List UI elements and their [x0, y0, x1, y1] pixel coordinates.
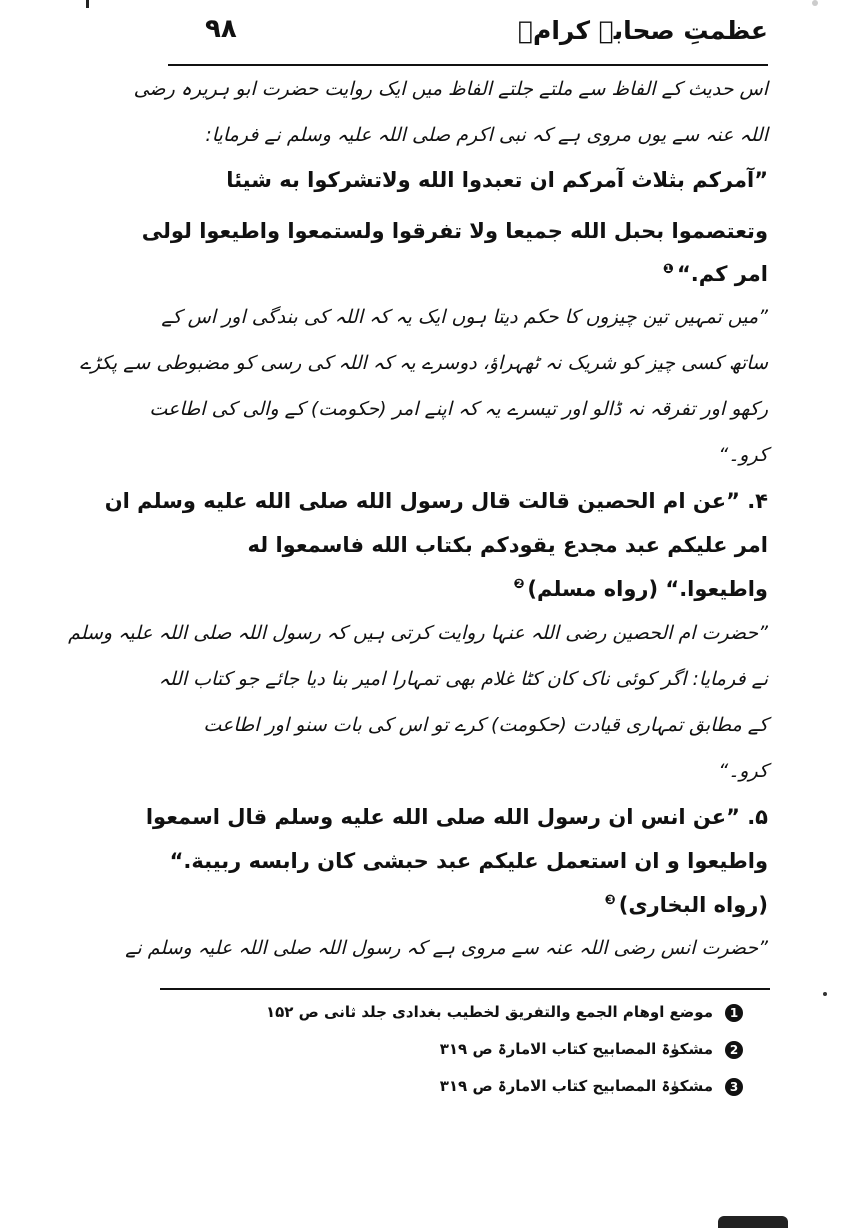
arabic-hadith-line: وتعتصموا بحبل الله جمیعا ولا تفرقوا ولستمعوا واطیعوا لولی: [141, 219, 768, 243]
translation-line: ”حضرت انس رضی اللہ عنہ سے مروی ہے کہ رسول اللہ صلی اللہ علیہ وسلم نے: [125, 937, 768, 959]
arabic-hadith-line: واطیعوا.“ (رواه مسلم)$^❷$: [513, 577, 768, 601]
arabic-hadith-line: ۵. ”عن انس ان رسول الله صلی الله علیه وسلم قال اسمعوا: [145, 805, 768, 829]
scan-mark: [86, 0, 89, 8]
translation-line: ساتھ کسی چیز کو شریک نہ ٹھہراؤ، دوسرے یہ کہ اللہ کی رسی کو مضبوطی سے پکڑے: [79, 352, 768, 374]
footnote: 1موضع اوهام الجمع والتفریق لخطیب بغدادی جلد ثانی ص ۱۵۲: [266, 1003, 743, 1022]
text-line: اس حدیث کے الفاظ سے ملتے جلتے الفاظ میں ایک روایت حضرت ابو ہریرہ رضی: [133, 78, 768, 100]
arabic-hadith-line: ۴. ”عن ام الحصین قالت قال رسول الله صلی الله علیه وسلم ان: [104, 489, 768, 513]
footnote-rule: [160, 988, 770, 990]
translation-line: کرو۔“: [718, 760, 768, 782]
footnote-number: 2: [725, 1041, 743, 1059]
header-rule: [168, 64, 768, 66]
footnote-number: 3: [725, 1078, 743, 1096]
translation-line: رکھو اور تفرقہ نہ ڈالو اور تیسرے یہ کہ اپنے امر (حکومت) کے والی کی اطاعت: [149, 398, 768, 420]
footnote-ref: ❸: [604, 893, 616, 908]
page-number: ۹۸: [205, 14, 237, 44]
arabic-hadith-line: ”آمرکم بثلاث آمرکم ان تعبدوا الله ولاتشرکوا به شیئا: [226, 168, 768, 192]
footnote-ref: ❶: [662, 262, 674, 277]
translation-line: ”میں تمہیں تین چیزوں کا حکم دیتا ہوں ایک یہ کہ اللہ کی بندگی اور اس کے: [161, 306, 768, 328]
scan-corner-shadow: [718, 1216, 788, 1228]
footnote-ref: ❷: [513, 577, 525, 592]
footnote-number: 1: [725, 1004, 743, 1022]
arabic-hadith-line: واطیعوا و ان استعمل علیکم عبد حبشی کان رابسه ربیبة.“: [169, 849, 768, 873]
scan-speck: [812, 0, 818, 6]
translation-line: کرو۔“: [718, 444, 768, 466]
translation-line: نے فرمایا: اگر کوئی ناک کان کٹا غلام بھی تمہارا امیر بنا دیا جائے جو کتاب اللہ: [158, 668, 768, 690]
scan-speck: [823, 992, 827, 996]
translation-line: ”حضرت ام الحصین رضی اللہ عنہا روایت کرتی ہیں کہ رسول اللہ صلی اللہ علیہ وسلم: [68, 622, 768, 644]
translation-line: کے مطابق تمہاری قیادت (حکومت) کرے تو اس کی بات سنو اور اطاعت: [203, 714, 768, 736]
arabic-hadith-line: امر علیکم عبد مجدع یقودکم بکتاب الله فاسمعوا له: [247, 533, 768, 557]
footnote: 3مشکوٰۃ المصابیح کتاب الامارۃ ص ۳۱۹: [440, 1077, 743, 1096]
arabic-hadith-line: (رواه البخاری)$^❸$: [604, 893, 768, 917]
arabic-hadith-line: امر کم.“$^❶$: [662, 262, 768, 286]
footnote: 2مشکوٰۃ المصابیح کتاب الامارۃ ص ۳۱۹: [440, 1040, 743, 1059]
text-line: اللہ عنہ سے یوں مروی ہے کہ نبی اکرم صلی اللہ علیہ وسلم نے فرمایا:: [205, 124, 768, 146]
running-header-title: عظمتِ صحابہ کرامؓ: [518, 16, 768, 45]
